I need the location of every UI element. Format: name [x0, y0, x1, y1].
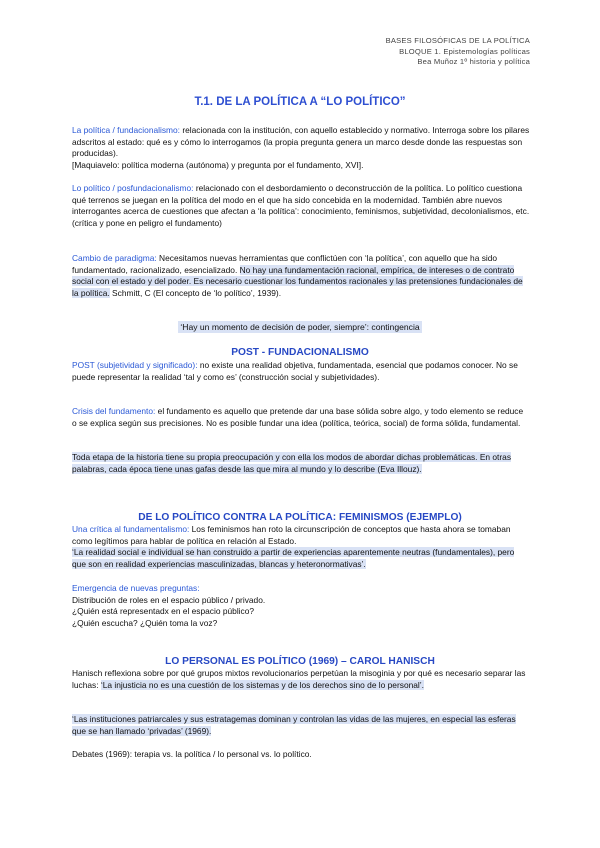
paragraph-text: Los feminismos han roto la circunscripción de conceptos que hasta ahora se tomaban como legítimos para hablar de política en relación al Estado.: [72, 524, 511, 546]
paragraph-posfundacionalismo: [72, 183, 530, 229]
header-author: Bea Muñoz 1º historia y política: [417, 57, 530, 66]
reference-text: Schmitt, C (El concepto de ‘lo político’, 1939).: [109, 287, 282, 298]
paragraph-crisis: [72, 406, 530, 429]
paragraph-note: [Maquiavelo: política moderna (autónoma) y pregunta por el fundamento, XVI].: [72, 159, 364, 170]
paragraph-text: Debates (1969): terapia vs. la política / lo personal vs. lo político.: [72, 749, 312, 759]
paragraph-post: [72, 360, 530, 383]
paragraph-text: relacionada con la institución, con aquello establecido y normativo. Interroga sobre los pilares adscritos al estado: qué es y cómo lo interrogamos (la propia pregunta genera un marco desde donde las respuestas son producidas).: [72, 125, 530, 158]
term-label: POST (subjetividad y significado):: [72, 360, 198, 370]
paragraph-debates: [72, 749, 530, 761]
highlighted-text: No hay una fundamentación racional, empírica, de intereses o de contrato social con el estado y del poder. Es necesario cuestionar los fundamentos racionales y las pretensiones fundacionales de la política.: [72, 264, 523, 298]
paragraph-text: relacionado con el desbordamiento o deconstrucción de la política. Lo político cuestiona qué terrenos se juegan en la política del modo en el que ha sido concebida en la modernidad. También abre nuevos interrogantes acerca de cuestiones que afectan a ‘la política’: conocimiento, feminismos, subjetividad, decolonialismos, etc. (crítica y pone en peligro el fundamento): [72, 183, 530, 228]
term-label: Cambio de paradigma:: [72, 253, 157, 263]
highlighted-text: ‘Las instituciones patriarcales y sus estratagemas dominan y controlan las vidas de las mujeres, en especial las esferas que se han llamado ‘privadas’ (1969).: [72, 714, 516, 736]
paragraph-cambio-paradigma: [72, 253, 530, 299]
term-label: Emergencia de nuevas preguntas:: [72, 583, 200, 593]
paragraph-fundacionalismo: [72, 125, 530, 171]
highlighted-text: ‘La realidad social e individual se han construido a partir de experiencias aparentemente neutras (fundamentales), pero que son en realidad experiencias masculinizadas, blancas y heteronormativas’.: [72, 547, 515, 569]
paragraph-preguntas: [72, 583, 530, 629]
paragraph-critica: [72, 524, 530, 570]
term-label: Una crítica al fundamentalismo:: [72, 524, 190, 534]
section-heading-post: POST - FUNDACIONALISMO: [231, 347, 369, 358]
paragraph-hanisch: [72, 668, 530, 691]
question-item: Distribución de roles en el espacio público / privado.: [72, 594, 266, 605]
paragraph-text: no existe una realidad objetiva, fundamentada, esencial que podamos conocer. No se puede representar la realidad ‘tal y como es’ (construcción social y subjetividades).: [72, 360, 518, 382]
header-block: BLOQUE 1. Epistemologías políticas: [399, 46, 530, 56]
term-label: La política / fundacionalismo:: [72, 125, 181, 135]
highlighted-text: Toda etapa de la historia tiene su propia preocupación y con ella los modos de abordar dichas problemáticas. En otras palabras, cada época tiene unas gafas desde las que mira al mundo y lo describe (Eva Illouz).: [72, 452, 512, 474]
paragraph-text: el fundamento es aquello que pretende dar una base sólida sobre algo, y todo elemento se reduce o se explica según sus precisiones. No es posible fundar una idea (política, teórica, social) de forma sólida, fundamental.: [72, 406, 524, 428]
term-label: Lo político / posfundacionalismo:: [72, 183, 194, 193]
header-course: BASES FILOSÓFICAS DE LA POLÍTICA: [385, 36, 530, 45]
question-item: ¿Quién está representadx en el espacio público?: [72, 606, 255, 616]
paragraph-text: Hanisch reflexiona sobre por qué grupos mixtos revolucionarios perpetúan la misoginia y por qué es necesario separar las luchas:: [72, 668, 526, 690]
paragraph-illouz: [72, 452, 530, 475]
highlighted-text: ‘La injusticia no es una cuestión de los sistemas y de los derechos sino de lo personal’.: [100, 679, 424, 690]
paragraph-instituciones: [72, 714, 530, 737]
question-item: ¿Quién escucha? ¿Quién toma la voz?: [72, 617, 218, 628]
paragraph-text: Necesitamos nuevas herramientas que conflictúen con ‘la política’, con aquello que ha sido fundamentado, racionalizado, esencializado.: [72, 253, 498, 275]
highlighted-quote: ‘Hay un momento de decisión de poder, siempre’: contingencia: [180, 322, 420, 332]
section-heading-personal: LO PERSONAL ES POLÍTICO (1969) – CAROL HANISCH: [165, 656, 435, 667]
document-header: [386, 36, 530, 68]
section-heading-feminismos: DE LO POLÍTICO CONTRA LA POLÍTICA: FEMINISMOS (EJEMPLO): [138, 512, 462, 523]
page-title: T.1. DE LA POLÍTICA A “LO POLÍTICO”: [194, 96, 406, 108]
term-label: Crisis del fundamento:: [72, 406, 156, 416]
